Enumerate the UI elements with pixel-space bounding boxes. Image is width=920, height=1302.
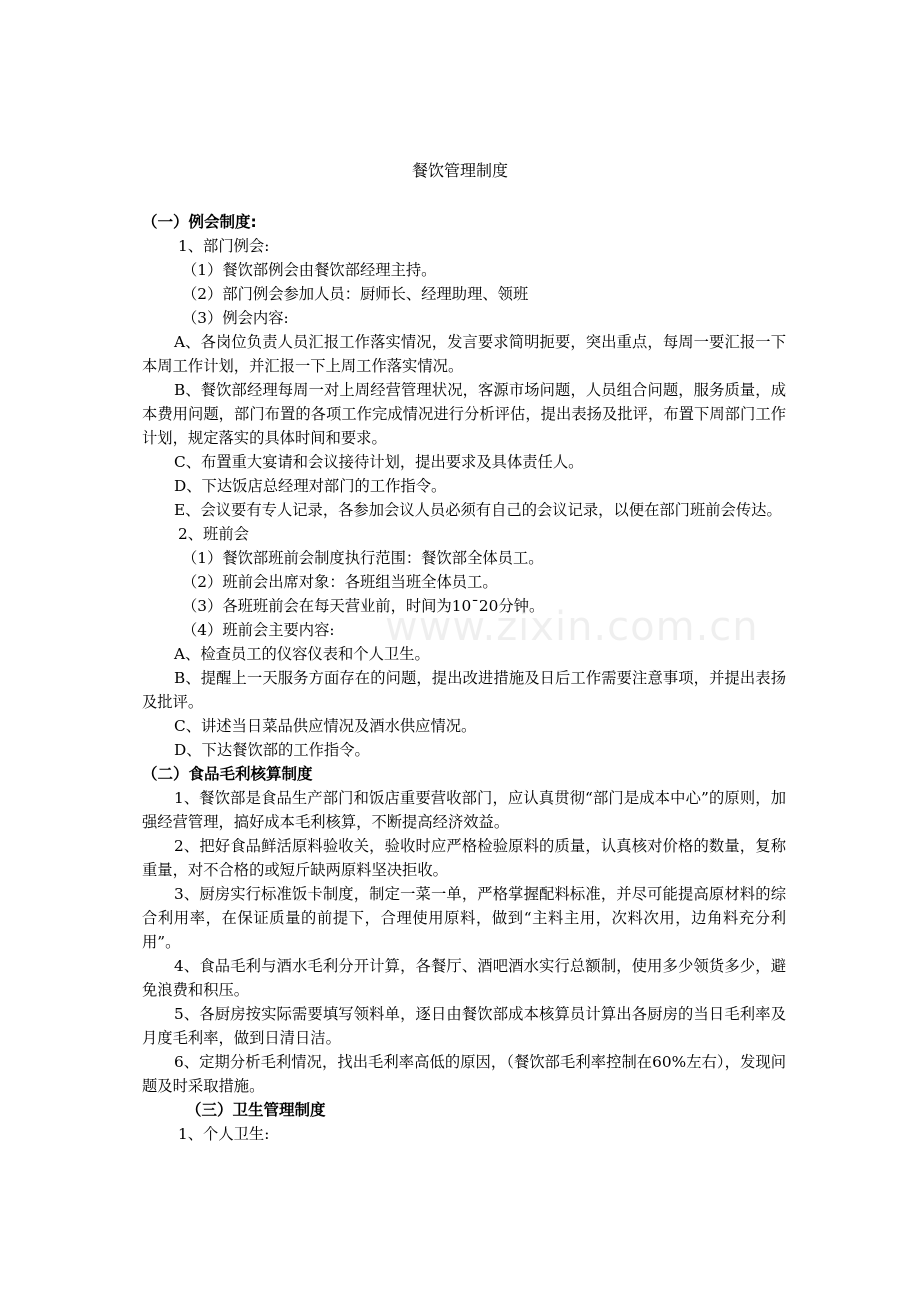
paragraph-pre-shift-b: B、提醒上一天服务方面存在的问题，提出改进措施及日后工作需要注意事项，并提出表扬及批评。 — [142, 669, 786, 711]
document-title: 餐饮管理制度 — [411, 161, 508, 180]
section-heading-gross-profit: （二）食品毛利核算制度 — [142, 765, 313, 783]
paragraph-meeting-e: E、会议要有专人记录，各参加会议人员必须有自己的会议记录，以便在部门班前会传达。 — [174, 501, 782, 519]
paragraph-pre-shift-a: A、检查员工的仪容仪表和个人卫生。 — [174, 645, 430, 663]
watermark-text: www.zixin.com.cn — [385, 604, 759, 650]
item-personal-hygiene: 1、个人卫生: — [178, 1125, 270, 1143]
item-pre-shift-attendees: （2）班前会出席对象：各班组当班全体员工。 — [182, 573, 498, 591]
paragraph-meeting-a: A、各岗位负责人员汇报工作落实情况，发言要求简明扼要，突出重点，每周一要汇报一下本周工作计划，并汇报一下上周工作落实情况。 — [142, 333, 786, 375]
item-pre-shift-meeting: 2、班前会 — [178, 525, 249, 543]
item-meeting-content: （3）例会内容: — [182, 309, 289, 327]
item-pre-shift-content: （4）班前会主要内容: — [182, 621, 335, 639]
item-department-meeting: 1、部门例会: — [178, 237, 270, 255]
paragraph-pre-shift-c: C、讲述当日菜品供应情况及酒水供应情况。 — [174, 717, 477, 735]
paragraph-profit-3: 3、厨房实行标准饭卡制度，制定一菜一单，严格掌握配料标准，并尽可能提高原材料的综合利用率，在保证质量的前提下，合理使用原料，做到“主料主用，次料次用，边角料充分利用”。 — [142, 885, 786, 951]
paragraph-profit-5: 5、各厨房按实际需要填写领料单，逐日由餐饮部成本核算员计算出各厨房的当日毛利率及月度毛利率，做到日清日洁。 — [142, 1005, 786, 1047]
item-pre-shift-time: （3）各班班前会在每天营业前，时间为10¯20分钟。 — [182, 597, 545, 615]
paragraph-pre-shift-d: D、下达餐饮部的工作指令。 — [174, 741, 370, 759]
paragraph-meeting-c: C、布置重大宴请和会议接待计划，提出要求及具体责任人。 — [174, 453, 584, 471]
paragraph-profit-1: 1、餐饮部是食品生产部门和饭店重要营收部门，应认真贯彻“部门是成本中心”的原则，加强经营管理，搞好成本毛利核算，不断提高经济效益。 — [142, 789, 786, 831]
item-meeting-host: （1）餐饮部例会由餐饮部经理主持。 — [182, 261, 437, 279]
section-heading-meeting: （一）例会制度: — [142, 213, 257, 231]
item-meeting-attendees: （2）部门例会参加人员：厨师长、经理助理、领班 — [182, 285, 529, 303]
paragraph-profit-2: 2、把好食品鲜活原料验收关，验收时应严格检验原料的质量，认真核对价格的数量，复称重量，对不合格的或短斤缺两原料坚决拒收。 — [142, 837, 786, 879]
paragraph-meeting-d: D、下达饭店总经理对部门的工作指令。 — [174, 477, 447, 495]
paragraph-profit-6: 6、定期分析毛利情况，找出毛利率高低的原因，（餐饮部毛利率控制在60%左右），发现问题及时采取措施。 — [142, 1053, 786, 1095]
document-body — [142, 210, 786, 1146]
item-pre-shift-scope: （1）餐饮部班前会制度执行范围：餐饮部全体员工。 — [182, 549, 544, 567]
section-heading-hygiene: （三）卫生管理制度 — [186, 1101, 326, 1119]
paragraph-profit-4: 4、食品毛利与酒水毛利分开计算，各餐厅、酒吧酒水实行总额制，使用多少领货多少，避免浪费和积压。 — [142, 957, 786, 999]
paragraph-meeting-b: B、餐饮部经理每周一对上周经营管理状况，客源市场问题，人员组合问题，服务质量，成本费用问题，部门布置的各项工作完成情况进行分析评估，提出表扬及批评，布置下周部门工作计划，规定落实的具体时间和要求。 — [142, 381, 786, 447]
